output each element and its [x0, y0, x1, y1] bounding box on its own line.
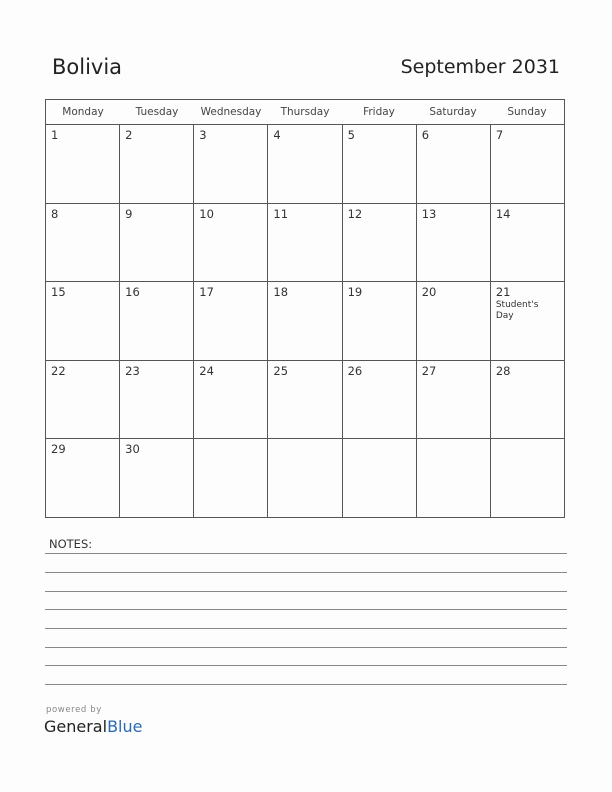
calendar-day-cell — [491, 282, 564, 360]
weekday-header: Wednesday — [200, 106, 262, 118]
calendar-day-cell — [120, 282, 194, 360]
holiday-label: Student's Day — [495, 300, 539, 321]
calendar-day-cell — [46, 439, 120, 517]
weekday-header: Tuesday — [135, 106, 179, 118]
weekday-header: Monday — [62, 106, 104, 118]
calendar-day-cell — [46, 361, 120, 439]
notes-line — [45, 553, 567, 554]
day-number: 7 — [495, 128, 504, 142]
calendar-day-cell — [46, 125, 120, 203]
day-number: 21 — [495, 285, 511, 299]
day-number: 1 — [51, 128, 59, 142]
calendar-day-cell — [343, 125, 417, 203]
day-number: 10 — [199, 206, 214, 221]
weekday-header: Saturday — [429, 106, 477, 118]
calendar-weeks — [46, 125, 564, 517]
calendar-day-cell — [343, 361, 417, 439]
day-number: 8 — [51, 206, 59, 221]
day-number: 23 — [125, 363, 140, 378]
calendar-week-row — [46, 439, 564, 517]
day-number: 29 — [51, 442, 66, 456]
calendar-day-cell — [194, 439, 268, 517]
weekday-header-row — [46, 100, 564, 125]
calendar-day-cell — [491, 361, 564, 439]
day-number: 24 — [199, 363, 214, 378]
calendar-day-cell — [268, 439, 342, 517]
calendar-day-cell — [417, 282, 491, 360]
notes-line — [45, 628, 567, 629]
day-number: 16 — [125, 285, 140, 299]
calendar-day-cell — [46, 204, 120, 282]
day-number: 17 — [199, 285, 214, 299]
calendar-week-row — [46, 361, 564, 440]
notes-line — [45, 684, 567, 685]
calendar-day-cell — [120, 361, 194, 439]
calendar-day-cell — [343, 439, 417, 517]
calendar-day-cell — [46, 282, 120, 360]
country-title: Bolivia — [52, 55, 123, 79]
day-number: 14 — [495, 206, 511, 221]
day-number: 15 — [51, 285, 66, 299]
calendar-day-cell — [120, 439, 194, 517]
day-number: 9 — [125, 206, 133, 221]
brand-logo-part2: Blue — [107, 717, 143, 736]
notes-line — [45, 647, 567, 648]
notes-line — [45, 591, 567, 592]
calendar-day-cell — [417, 125, 491, 203]
day-number: 11 — [273, 206, 289, 221]
notes-line — [45, 665, 567, 666]
calendar-day-cell — [268, 125, 342, 203]
calendar-week-row — [46, 282, 564, 361]
calendar-day-cell — [268, 204, 342, 282]
day-number: 19 — [347, 285, 363, 299]
notes-line — [45, 572, 567, 573]
calendar-grid — [45, 99, 565, 518]
notes-label: NOTES: — [49, 537, 93, 551]
calendar-day-cell — [194, 125, 268, 203]
calendar-day-cell — [417, 204, 491, 282]
notes-line — [45, 609, 567, 610]
day-number: 26 — [347, 363, 363, 378]
day-number: 3 — [199, 128, 207, 142]
day-number: 28 — [495, 363, 511, 378]
day-number: 2 — [125, 128, 133, 142]
calendar-day-cell — [268, 282, 342, 360]
day-number: 12 — [347, 206, 363, 221]
weekday-header: Friday — [363, 106, 395, 118]
brand-logo — [44, 717, 142, 736]
calendar-day-cell — [491, 439, 564, 517]
calendar-week-row — [46, 204, 564, 283]
day-number: 27 — [421, 363, 437, 378]
calendar-week-row — [46, 125, 564, 204]
calendar-day-cell — [343, 204, 417, 282]
calendar-day-cell — [194, 204, 268, 282]
calendar-day-cell — [491, 204, 564, 282]
calendar-day-cell — [343, 282, 417, 360]
day-number: 22 — [51, 363, 66, 378]
day-number: 25 — [273, 363, 289, 378]
month-year-title: September 2031 — [400, 56, 560, 78]
day-number: 13 — [421, 206, 437, 221]
calendar-day-cell — [120, 125, 194, 203]
brand-logo-part1: General — [44, 717, 108, 736]
calendar-day-cell — [491, 125, 564, 203]
day-number: 6 — [421, 128, 430, 142]
day-number: 4 — [273, 128, 281, 142]
powered-by-label: powered by — [46, 705, 102, 715]
weekday-header: Thursday — [280, 106, 330, 118]
calendar-day-cell — [268, 361, 342, 439]
day-number: 5 — [347, 128, 355, 142]
calendar-day-cell — [194, 361, 268, 439]
calendar-day-cell — [194, 282, 268, 360]
weekday-header: Sunday — [507, 106, 547, 118]
calendar-day-cell — [120, 204, 194, 282]
calendar-day-cell — [417, 361, 491, 439]
day-number: 30 — [125, 442, 140, 456]
day-number: 18 — [273, 285, 289, 299]
day-number: 20 — [421, 285, 437, 299]
calendar-day-cell — [417, 439, 491, 517]
